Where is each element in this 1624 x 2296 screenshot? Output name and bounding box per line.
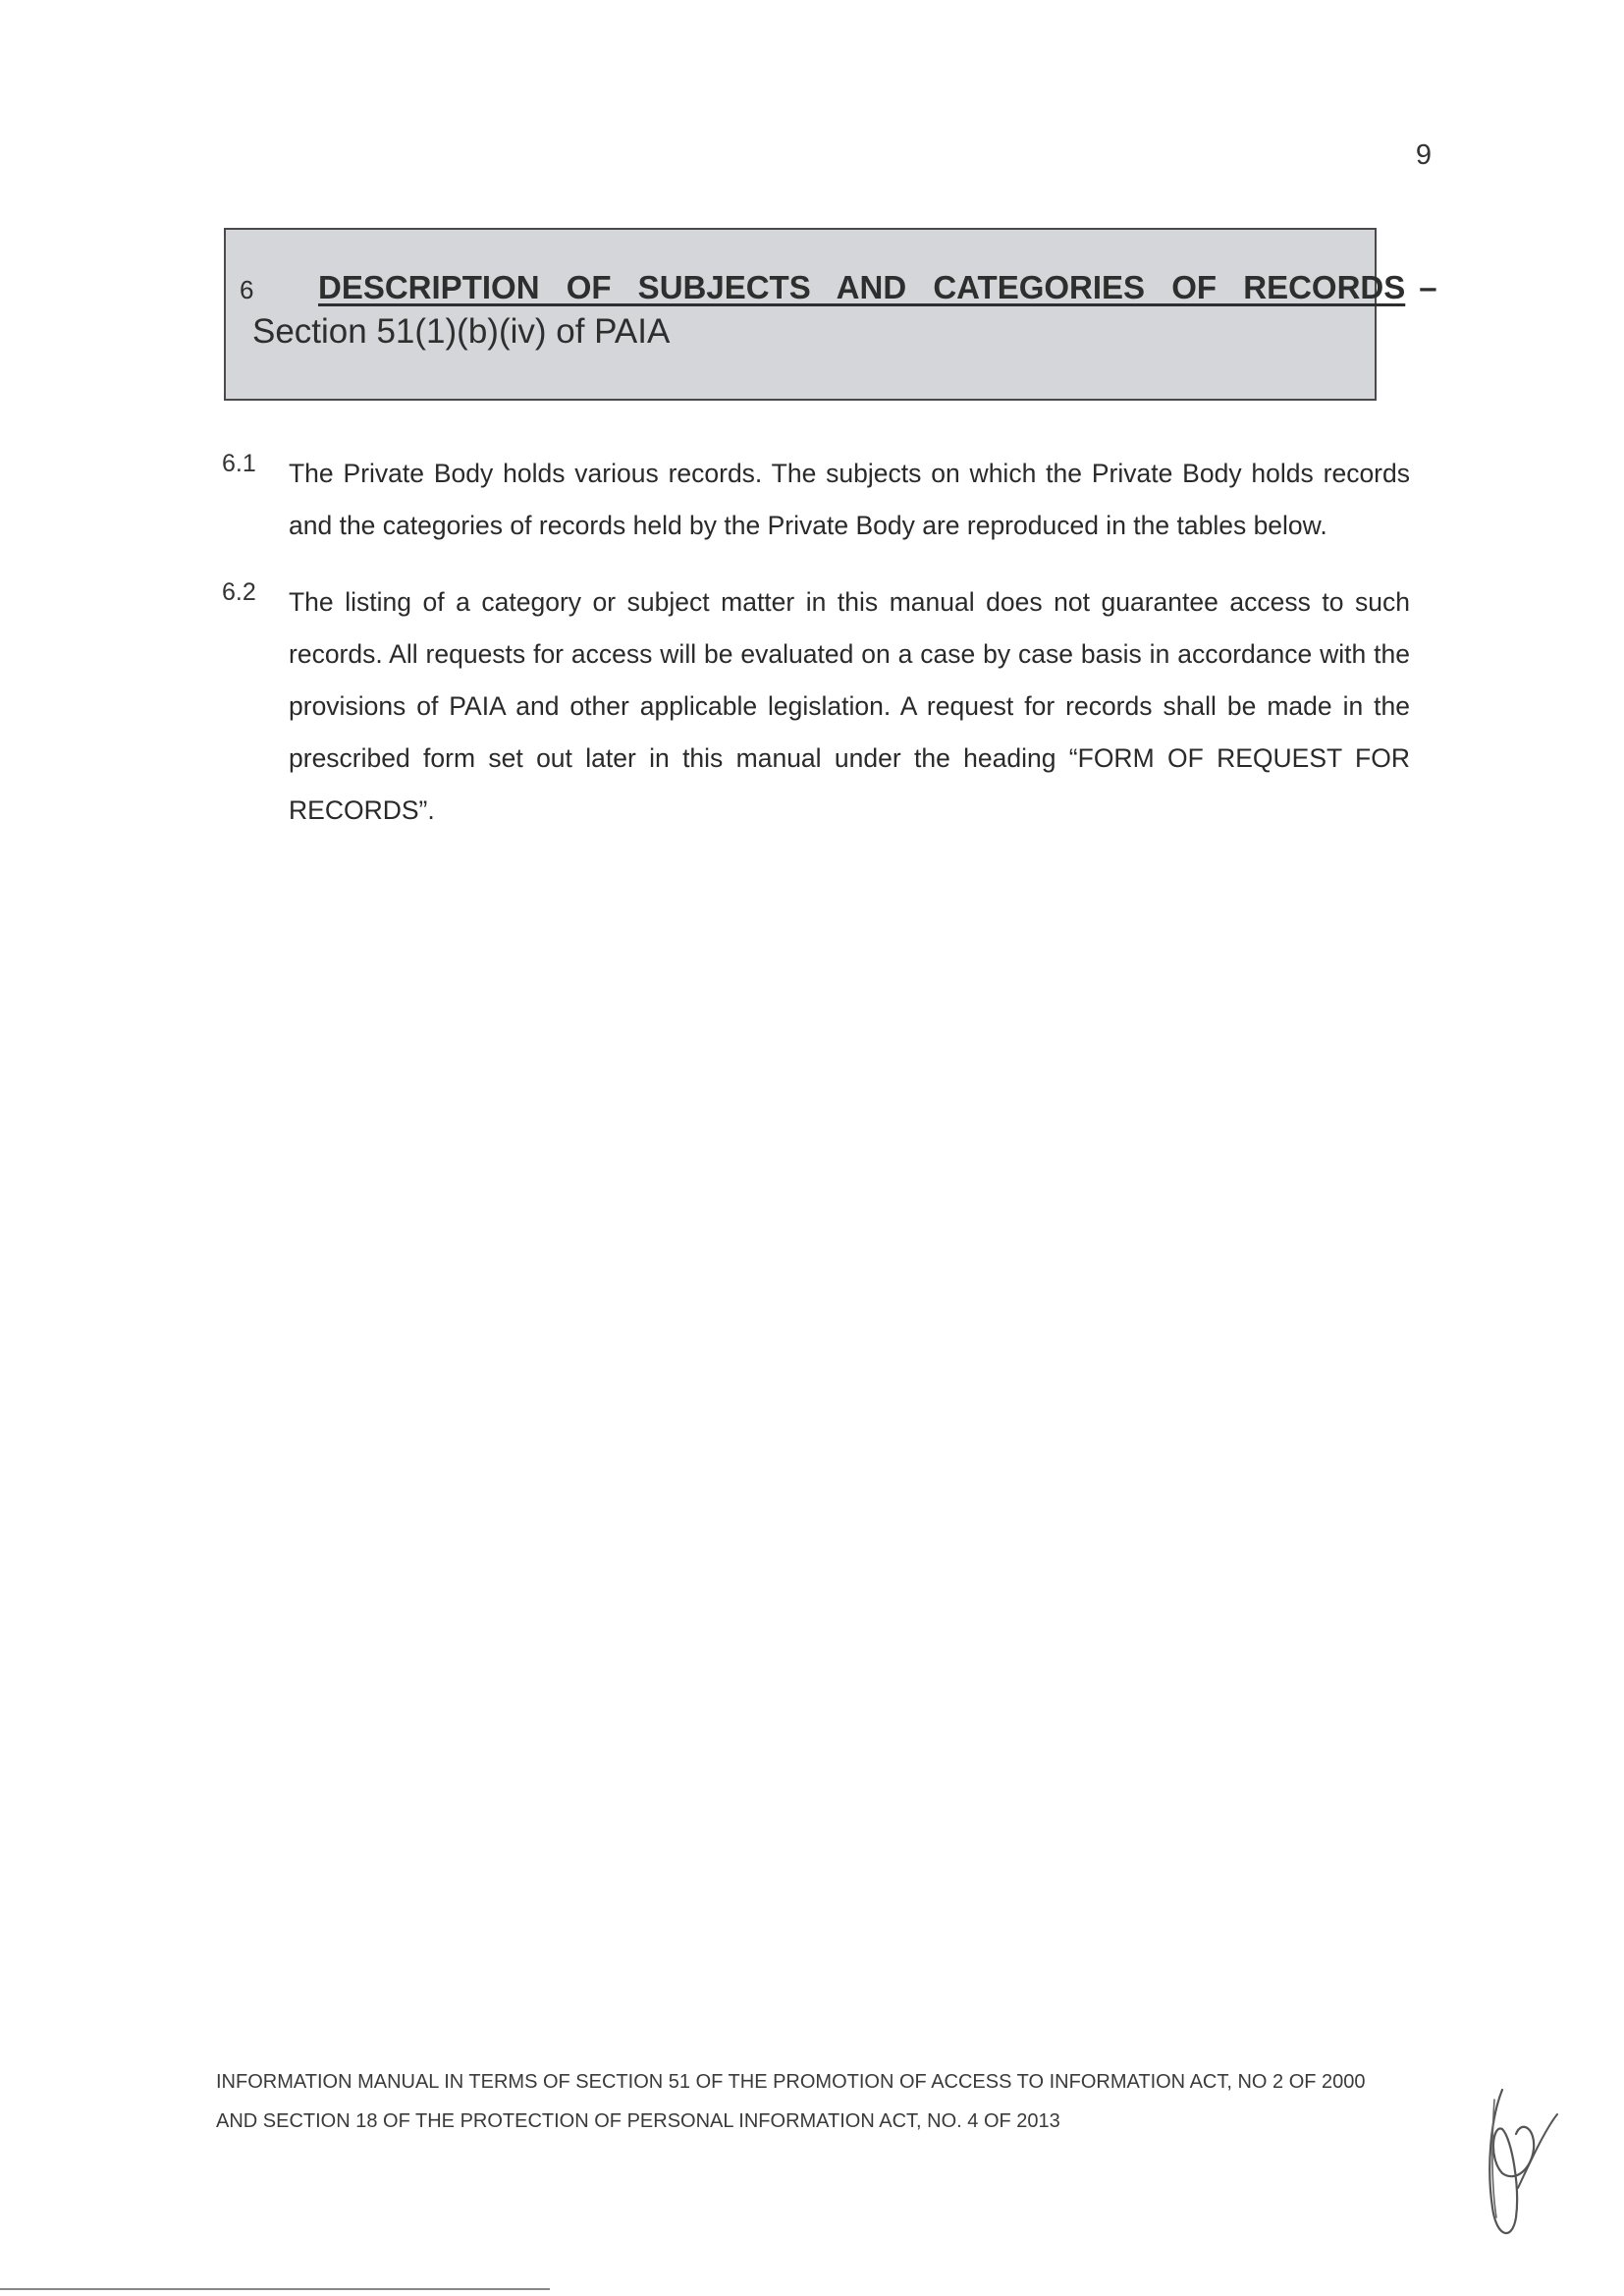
section-heading-line <box>240 269 1437 306</box>
footer-line-2: AND SECTION 18 OF THE PROTECTION OF PERSONAL INFORMATION ACT, NO. 4 OF 2013 <box>216 2110 1060 2132</box>
paragraph-number: 6.2 <box>222 578 256 606</box>
section-number: 6 <box>240 275 254 304</box>
handwritten-signature <box>1473 2080 1561 2247</box>
section-dash: – <box>1419 269 1437 305</box>
footer-line-1: INFORMATION MANUAL IN TERMS OF SECTION 51 OF THE PROMOTION OF ACCESS TO INFORMATION ACT, NO 2 OF 2000 <box>216 2071 1366 2093</box>
section-title: DESCRIPTION OF SUBJECTS AND CATEGORIES OF RECORDS <box>318 269 1406 305</box>
paragraph-text: The listing of a category or subject matter in this manual does not guarantee access to such records. All requests for access will be evaluated on a case by case basis in accordance with the provisions of PAIA and other applicable legislation. A request for records shall be made in the prescribed form set out later in this manual under the heading “FORM OF REQUEST FOR RECORDS”. <box>289 587 1410 825</box>
paragraph-number: 6.1 <box>222 450 256 477</box>
bottom-rule <box>0 2288 550 2290</box>
section-heading-box <box>224 228 1437 401</box>
page-number: 9 <box>1415 139 1432 171</box>
footer <box>216 2062 1414 2141</box>
paragraph-text: The Private Body holds various records. The subjects on which the Private Body holds records and the categories of records held by the Private Body are reproduced in the tables below. <box>289 459 1410 540</box>
section-subtitle: Section 51(1)(b)(iv) of PAIA <box>252 312 671 351</box>
